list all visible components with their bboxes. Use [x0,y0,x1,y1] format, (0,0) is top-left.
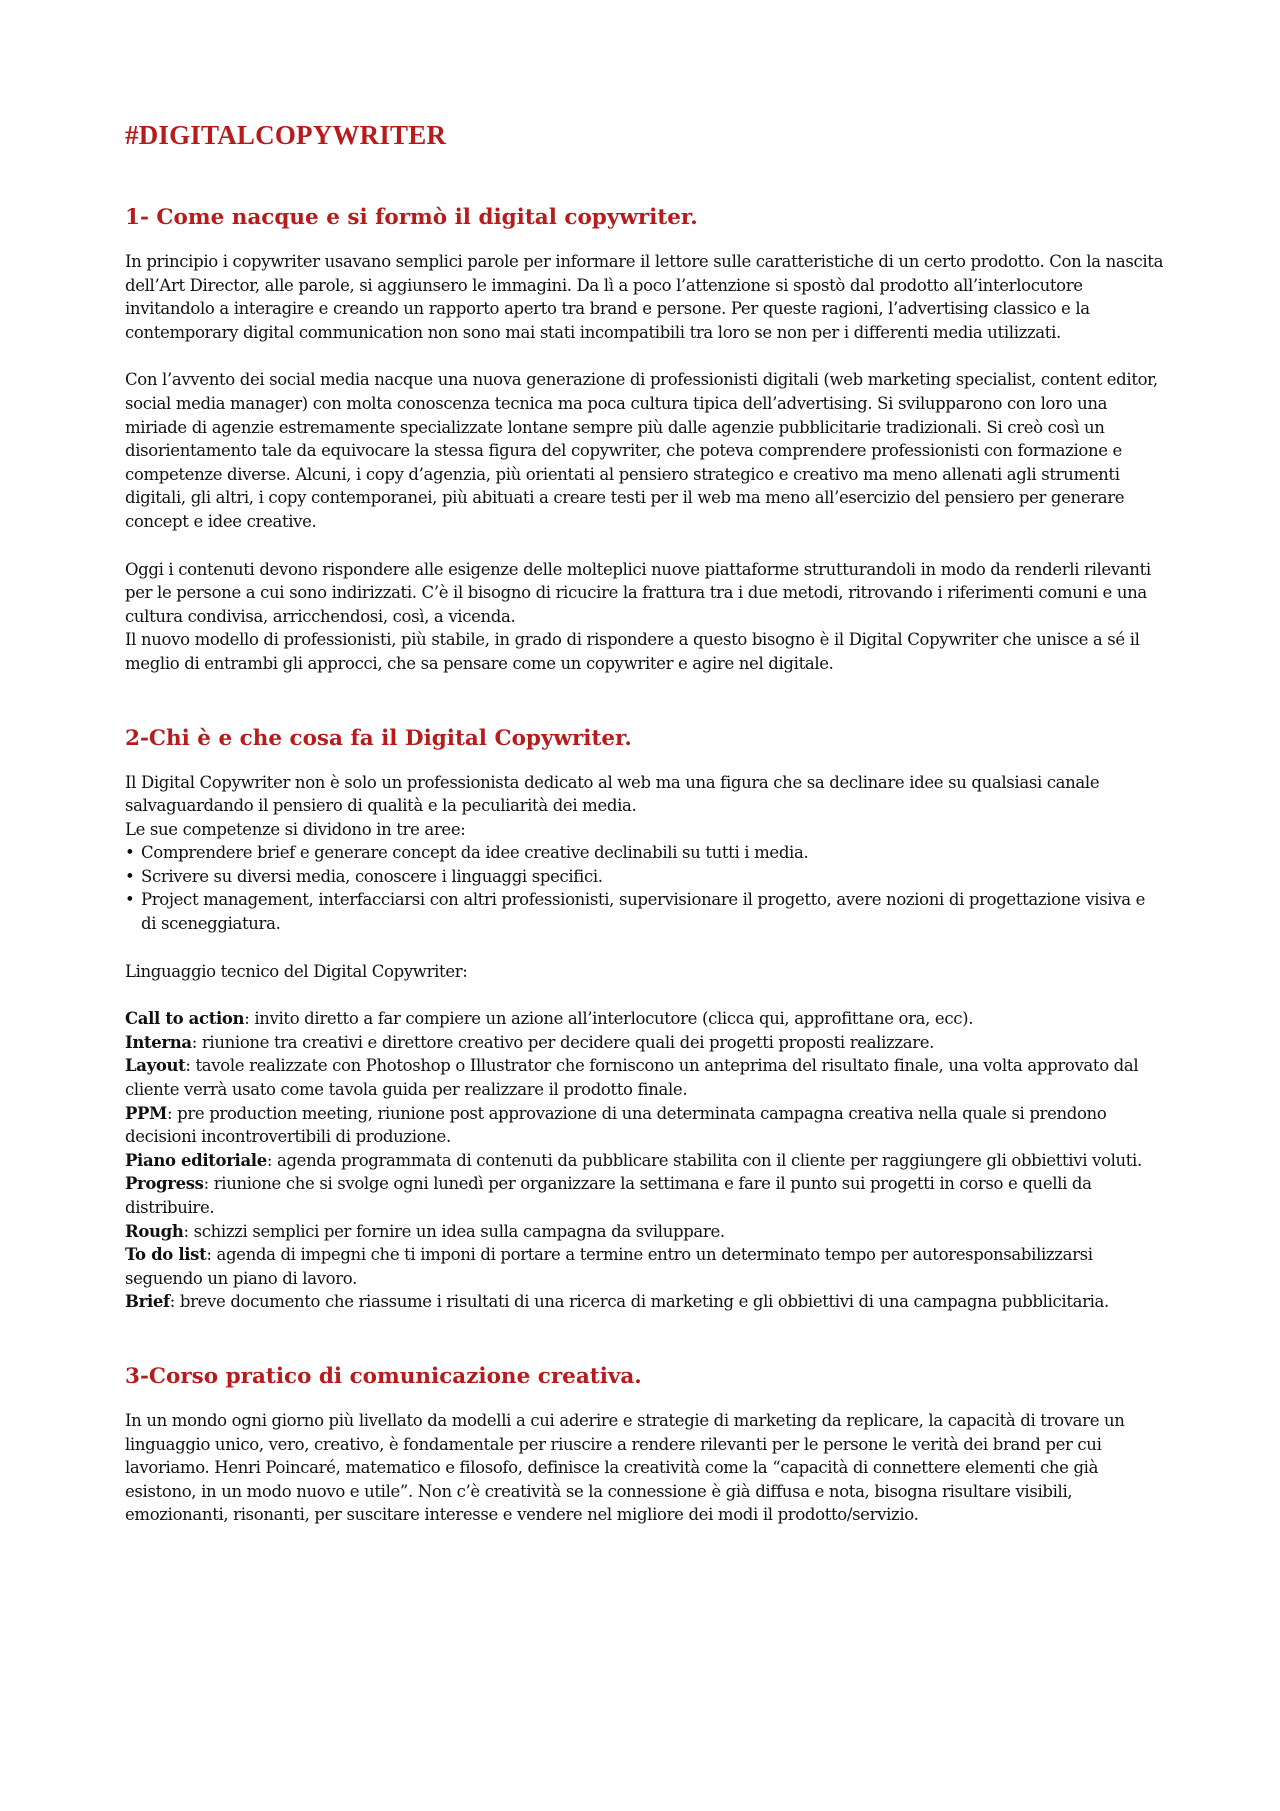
glossary-entry [125,1290,1165,1314]
glossary-intro: Linguaggio tecnico del Digital Copywriter: [125,961,468,981]
glossary-definition: : agenda di impegni che ti imponi di portare a termine entro un determinato tempo per autoresponsabilizzarsi seguendo un piano di lavoro. [125,1245,1093,1288]
glossary-entry [125,1220,1165,1244]
section-1-paragraph: Con l’avvento dei social media nacque una nuova generazione di professionisti digitali (web marketing specialist, content editor, social media manager) con molta conoscenza tecnica ma poca cultura tipica dell’advertising. Si svilupparono con loro una miriade di agenzie estremamente specializzate lontane sempre più dalle agenzie pubblicitarie tradizionali. Si creò così un disorientamento tale da equivocare la stessa figura del copywriter, che poteva comprendere professionisti con formazione e competenze diverse. Alcuni, i copy d’agenzia, più orientati al pensiero strategico e creativo ma meno allenati agli strumenti digitali, gli altri, i copy contemporanei, più abituati a creare testi per il web ma meno all’esercizio del pensiero per generare concept e idee creative. [125,370,1158,531]
glossary-entry [125,1054,1165,1101]
glossary-entry [125,1031,1165,1055]
glossary-term: Rough [125,1221,184,1241]
section-2-areas-intro: Le sue competenze si dividono in tre aree: [125,819,466,839]
section-1-paragraph: In principio i copywriter usavano semplici parole per informare il lettore sulle caratteristiche di un certo prodotto. Con la nascita dell’Art Director, alle parole, si aggiunsero le immagini. Da lì a poco l’attenzione si spostò dal prodotto all’interlocutore invitandolo a interagire e creando un rapporto aperto tra brand e persone. Per queste ragioni, l’advertising classico e la contemporary digital communication non sono mai stati incompatibili tra loro se non per i differenti media utilizzati. [125,252,1164,342]
section-2-intro: Il Digital Copywriter non è solo un professionista dedicato al web ma una figura che sa declinare idee su qualsiasi canale salvaguardando il pensiero di qualità e la peculiarità dei media. [125,772,1100,816]
glossary-entry [125,1243,1165,1290]
section-3-title: 3-Corso pratico di comunicazione creativa. [125,1363,642,1389]
glossary-term: Brief [125,1292,170,1312]
glossary-term: PPM [125,1103,168,1123]
glossary-term: Interna [125,1032,192,1052]
list-item: • Comprendere brief e generare concept da idee creative declinabili su tutti i media. [125,841,1165,865]
glossary-term: Layout [125,1056,186,1076]
competence-list [125,841,1165,935]
document-title: #DIGITALCOPYWRITER [125,120,447,150]
glossary-entry [125,1007,1165,1031]
glossary-definition: : tavole realizzate con Photoshop o Illustrator che forniscono un anteprima del risultato finale, una volta approvato dal cliente verrà usato come tavola guida per realizzare il prodotto finale. [125,1056,1139,1100]
glossary-term: Progress [125,1174,204,1194]
section-1-paragraph: Il nuovo modello di professionisti, più stabile, in grado di rispondere a questo bisogno è il Digital Copywriter che unisce a sé il meglio di entrambi gli approcci, che sa pensare come un copywriter e agire nel digitale. [125,630,1140,673]
section-3-paragraph: In un mondo ogni giorno più livellato da modelli a cui aderire e strategie di marketing da replicare, la capacità di trovare un linguaggio unico, vero, creativo, è fondamentale per riuscire a rendere rilevanti per le persone le verità dei brand per cui lavoriamo. Henri Poincaré, matematico e filosofo, definisce la creatività come la “capacità di connettere elementi che già esistono, in un modo nuovo e utile”. Non c’è creatività se la connessione è già diffusa e nota, bisogna risultare visibili, emozionanti, risonanti, per suscitare interesse e vendere nel migliore dei modi il prodotto/servizio. [125,1410,1125,1525]
glossary-entry [125,1102,1165,1149]
list-item: • Scrivere su diversi media, conoscere i linguaggi specifici. [125,865,1165,889]
glossary-definition: : breve documento che riassume i risultati di una ricerca di marketing e gli obbiettivi di una campagna pubblicitaria. [169,1292,1109,1312]
glossary-entry [125,1172,1165,1219]
glossary-term: Call to action [125,1009,245,1029]
section-1-title: 1- Come nacque e si formò il digital copywriter. [125,205,698,230]
glossary-definition: : pre production meeting, riunione post approvazione di una determinata campagna creativa nella quale si prendono decisioni incontrovertibili di produzione. [125,1103,1107,1147]
glossary [125,1007,1165,1314]
glossary-definition: : schizzi semplici per fornire un idea sulla campagna da sviluppare. [183,1221,725,1241]
glossary-term: To do list [125,1245,207,1265]
glossary-definition: : riunione che si svolge ogni lunedì per organizzare la settimana e fare il punto sui progetti in corso e quelli da distribuire. [125,1174,1092,1217]
section-2-title: 2-Chi è e che cosa fa il Digital Copywriter. [125,725,632,751]
glossary-definition: : invito diretto a far compiere un azione all’interlocutore (clicca qui, approfittane ora, ecc). [244,1009,974,1029]
glossary-entry [125,1149,1165,1173]
glossary-term: Piano editoriale [125,1150,267,1170]
glossary-definition: : riunione tra creativi e direttore creativo per decidere quali dei progetti proposti realizzare. [191,1032,935,1052]
list-item: • Project management, interfacciarsi con altri professionisti, supervisionare il progetto, avere nozioni di progettazione visiva e di sceneggiatura. [125,888,1165,935]
section-1-paragraph: Oggi i contenuti devono rispondere alle esigenze delle molteplici nuove piattaforme strutturandoli in modo da renderli rilevanti per le persone a cui sono indirizzati. C’è il bisogno di ricucire la frattura tra i due metodi, ritrovando i riferimenti comuni e una cultura condivisa, arricchendosi, così, a vicenda. [125,559,1151,626]
glossary-definition: : agenda programmata di contenuti da pubblicare stabilita con il cliente per raggiungere gli obbiettivi voluti. [266,1150,1142,1170]
